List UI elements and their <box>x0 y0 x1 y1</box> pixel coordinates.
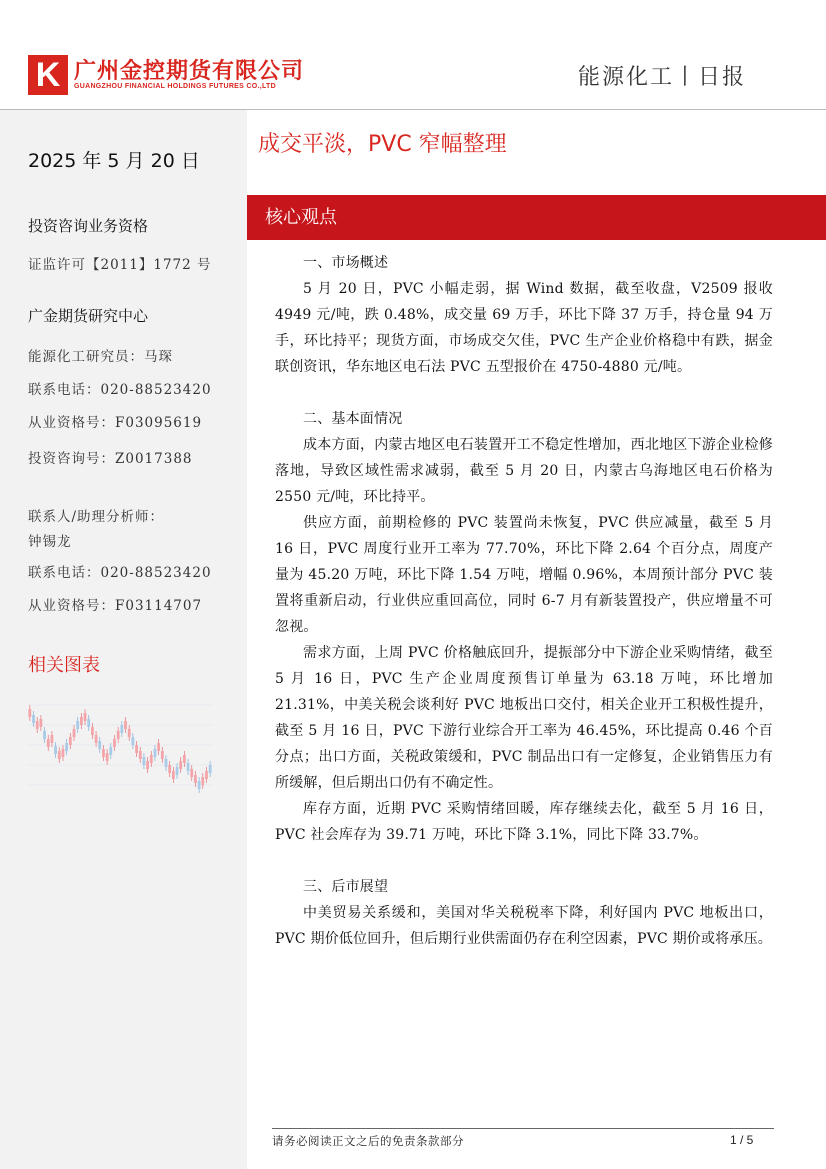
footer-divider <box>272 1128 774 1129</box>
section-paragraph: 5 月 20 日，PVC 小幅走弱，据 Wind 数据，截至收盘，V2509 报收 4949 元/吨，跌 0.48%，成交量 69 万手，环比下降 37 万手，持仓量 94 万手，环比持平；现货方面，市场成交欠佳，PVC 生产企业价格稳中有跌，据金联创资讯，华东地区电石法 PVC 五型报价在 4750-4880 元/吨。 <box>275 281 773 375</box>
section-paragraph: 需求方面，上周 PVC 价格触底回升，提振部分中下游企业采购情绪，截至 5 月 16 日，PVC 生产企业周度预售订单量为 63.18 万吨，环比增加 21.31%，中美关税会谈利好 PVC 地板出口交付，相关企业开工积极性提升，截至 5 月 16 日，PVC 下游行业综合开工率为 46.45%，环比提高 0.46 个百分点；出口方面，关税政策缓和，PVC 制品出口有一定修复，企业销售压力有所缓解，但后期出口仍有不确定性。 <box>275 645 774 791</box>
core-view-banner <box>247 195 826 240</box>
section-paragraph: 供应方面，前期检修的 PVC 装置尚未恢复，PVC 供应减量，截至 5 月 16 日，PVC 周度行业开工率为 77.70%，环比下降 2.64 个百分点，周度产量为 45.20 万吨，环比下降 1.54 万吨，增幅 0.96%，本周预计部分 PVC 装置将重新启动，行业供应重回高位，同时 6-7 月有新装置投产，供应增量不可忽视。 <box>275 515 773 635</box>
section-heading: 一、市场概述 <box>303 255 389 271</box>
researcher-cert: 从业资格号：F03095619 <box>28 415 203 431</box>
research-center: 广金期货研究中心 <box>28 307 149 325</box>
company-name-en: GUANGZHOU FINANCIAL HOLDINGS FUTURES CO.,LTD <box>74 83 276 90</box>
company-name-cn: 广州金控期货有限公司 <box>74 59 305 84</box>
researcher-name: 能源化工研究员：马琛 <box>28 349 173 365</box>
report-type: 能源化工丨日报 <box>577 65 746 90</box>
contact-title: 联系人/助理分析师： <box>28 509 165 525</box>
contact-phone: 联系电话：020-88523420 <box>28 565 212 581</box>
section-heading: 三、后市展望 <box>303 879 389 895</box>
researcher-phone: 联系电话：020-88523420 <box>28 382 212 398</box>
report-date: 2025 年 5 月 20 日 <box>28 150 200 172</box>
disclaimer: 请务必阅读正文之后的免责条款部分 <box>272 1134 464 1148</box>
contact-cert: 从业资格号：F03114707 <box>28 598 203 614</box>
qualification-title: 投资咨询业务资格 <box>28 217 149 235</box>
company-logo <box>28 55 68 95</box>
page-number: 1 / 5 <box>730 1133 754 1147</box>
logo-mark: K <box>35 56 61 94</box>
section-paragraph: 中美贸易关系缓和，美国对华关税税率下降，利好国内 PVC 地板出口，PVC 期价低位回升，但后期行业供需面仍存在利空因素，PVC 期价或将承压。 <box>275 905 773 947</box>
license-number: 证监许可【2011】1772 号 <box>28 257 212 273</box>
chart-thumbnail <box>28 693 212 798</box>
section-paragraph: 成本方面，内蒙古地区电石装置开工不稳定性增加，西北地区下游企业检修落地，导致区域性需求减弱，截至 5 月 20 日，内蒙古乌海地区电石价格为 2550 元/吨，环比持平。 <box>275 437 773 505</box>
report-body <box>275 250 773 952</box>
banner-label: 核心观点 <box>265 207 337 228</box>
researcher-advisor-id: 投资咨询号：Z0017388 <box>28 451 193 467</box>
section-heading: 二、基本面情况 <box>303 411 403 427</box>
section-paragraph: 库存方面，近期 PVC 采购情绪回暖，库存继续去化，截至 5 月 16 日，PVC 社会库存为 39.71 万吨，环比下降 3.1%，同比下降 33.7%。 <box>275 801 773 843</box>
related-charts-heading: 相关图表 <box>28 655 100 676</box>
report-title: 成交平淡，PVC 窄幅整理 <box>258 132 507 157</box>
contact-name: 钟锡龙 <box>28 534 72 550</box>
